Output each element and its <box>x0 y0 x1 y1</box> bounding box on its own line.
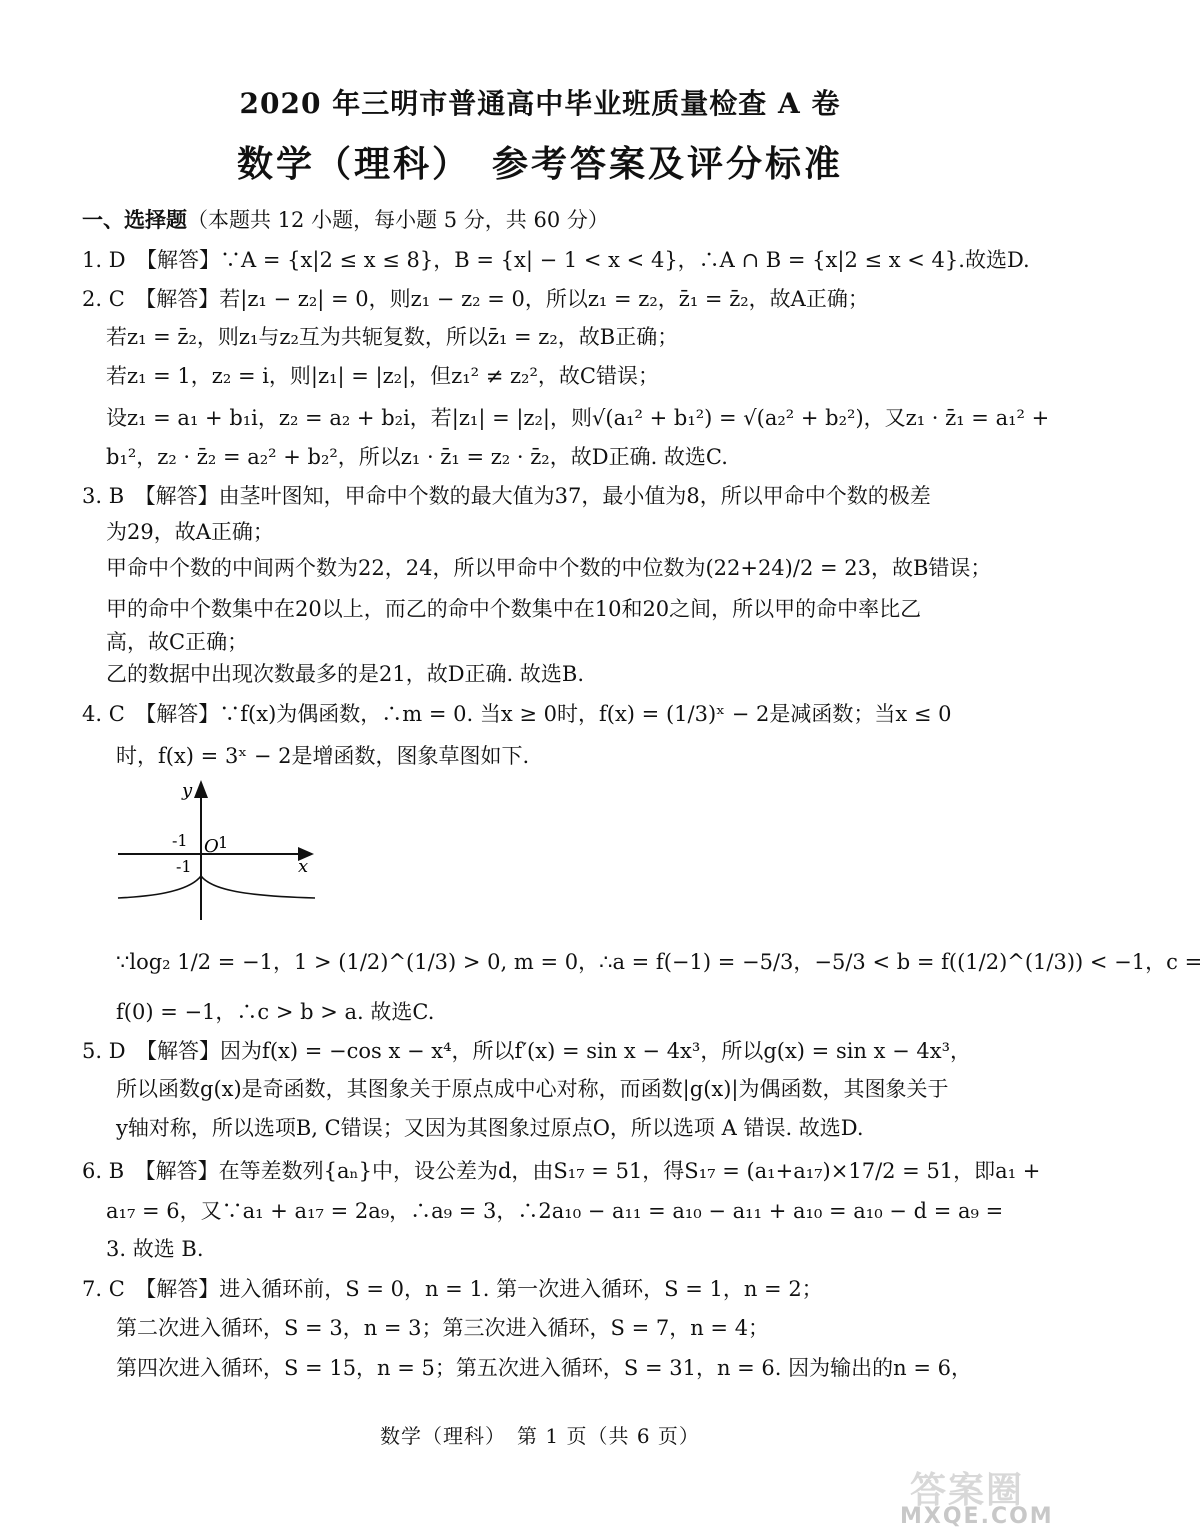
answer-line: 第四次进入循环，S = 15，n = 5；第五次进入循环，S = 31，n = 6. 因为输出的n = 6， <box>116 1356 972 1380</box>
answer-line: 甲的命中个数集中在20以上，而乙的命中个数集中在10和20之间，所以甲的命中率比乙 <box>106 597 922 621</box>
answer-line: 为29，故A正确； <box>106 520 274 544</box>
origin-label: O <box>204 836 219 857</box>
answer-line: 时，f(x) = 3ˣ − 2是增函数，图象草图如下. <box>116 744 530 768</box>
site-watermark <box>900 1462 1070 1532</box>
answer-line: 3. 故选 B. <box>106 1237 204 1261</box>
answer-line: 乙的数据中出现次数最多的是21，故D正确. 故选B. <box>106 662 585 686</box>
tick-label: -1 <box>172 831 188 850</box>
tick-label: -1 <box>176 857 192 876</box>
answer-line: f(0) = −1，∴c > b > a. 故选C. <box>116 1000 435 1024</box>
tick-label: 1 <box>218 833 229 852</box>
answer-line: b₁²，z₂ · z̄₂ = a₂² + b₂²，所以z₁ · z̄₁ = z₂ · z̄₂，故D正确. 故选C. <box>106 445 728 469</box>
watermark-domain-text: MXQE.COM <box>900 1504 1054 1529</box>
answer-line: 5. D 【解答】因为f(x) = −cos x − x⁴，所以f′(x) = sin x − 4x³，所以g(x) = sin x − 4x³， <box>82 1039 972 1063</box>
answer-line: 4. C 【解答】∵f(x)为偶函数，∴m = 0. 当x ≥ 0时，f(x) = (1/3)ˣ − 2是减函数；当x ≤ 0 <box>82 702 952 726</box>
function-sketch-graph <box>110 772 330 922</box>
answer-line: y轴对称，所以选项B, C错误；又因为其图象过原点O，所以选项 A 错误. 故选D. <box>116 1116 864 1140</box>
answer-line: 设z₁ = a₁ + b₁i，z₂ = a₂ + b₂i，若|z₁| = |z₂|，则√(a₁² + b₁²) = √(a₂² + b₂²)，又z₁ · z̄₁ = a₁² + <box>106 406 1050 430</box>
y-axis-label: y <box>182 780 193 801</box>
y-axis-arrow-icon <box>194 780 208 798</box>
function-curve <box>118 876 315 898</box>
answer-line: 若z₁ = z̄₂，则z₁与z₂互为共轭复数，所以z̄₁ = z₂，故B正确； <box>106 325 679 349</box>
answer-key-title: 数学（理科） 参考答案及评分标准 <box>236 143 843 185</box>
exam-title: 2020 年三明市普通高中毕业班质量检查 A 卷 <box>239 87 841 120</box>
answer-line: 7. C 【解答】进入循环前，S = 0，n = 1. 第一次进入循环，S = 1，n = 2； <box>82 1277 823 1301</box>
answer-line: 甲命中个数的中间两个数为22，24，所以甲命中个数的中位数为(22+24)/2 = 23，故B错误； <box>106 556 992 580</box>
answer-line: 3. B 【解答】由茎叶图知，甲命中个数的最大值为37，最小值为8，所以甲命中个数的极差 <box>82 484 931 508</box>
answer-line: ∵log₂ 1/2 = −1，1 > (1/2)^(1/3) > 0, m = 0，∴a = f(−1) = −5/3，−5/3 < b = f((1/2)^(1/3)) < −1，c = <box>116 950 1202 974</box>
answer-line: 1. D 【解答】∵A = {x|2 ≤ x ≤ 8}，B = {x| − 1 < x < 4}，∴A ∩ B = {x|2 ≤ x < 4}.故选D. <box>82 248 1030 272</box>
section-note: （本题共 12 小题，每小题 5 分，共 60 分） <box>187 208 609 232</box>
x-axis-label: x <box>298 856 309 877</box>
section-heading <box>82 205 609 235</box>
section-label: 一、选择题 <box>82 207 187 232</box>
answer-line: 2. C 【解答】若|z₁ − z₂| = 0，则z₁ − z₂ = 0，所以z₁ = z₂，z̄₁ = z̄₂，故A正确； <box>82 287 869 311</box>
answer-line: 第二次进入循环，S = 3，n = 3；第三次进入循环，S = 7，n = 4； <box>116 1316 770 1340</box>
answer-line: a₁₇ = 6，又∵a₁ + a₁₇ = 2a₉，∴a₉ = 3，∴2a₁₀ − a₁₁ = a₁₀ − a₁₁ + a₁₀ = a₁₀ − d = a₉ = <box>106 1199 1004 1223</box>
answer-line: 所以函数g(x)是奇函数，其图象关于原点成中心对称，而函数|g(x)|为偶函数，其图象关于 <box>116 1077 949 1101</box>
answer-line: 若z₁ = 1，z₂ = i，则|z₁| = |z₂|，但z₁² ≠ z₂²，故C错误； <box>106 364 659 388</box>
watermark-logo-text: 答案圈 <box>910 1470 1025 1511</box>
answer-line: 高，故C正确； <box>106 630 249 654</box>
answer-line: 6. B 【解答】在等差数列{aₙ}中，设公差为d，由S₁₇ = 51，得S₁₇ = (a₁+a₁₇)×17/2 = 51，即a₁ + <box>82 1159 1041 1183</box>
page-footer: 数学（理科） 第 1 页（共 6 页） <box>380 1424 700 1448</box>
